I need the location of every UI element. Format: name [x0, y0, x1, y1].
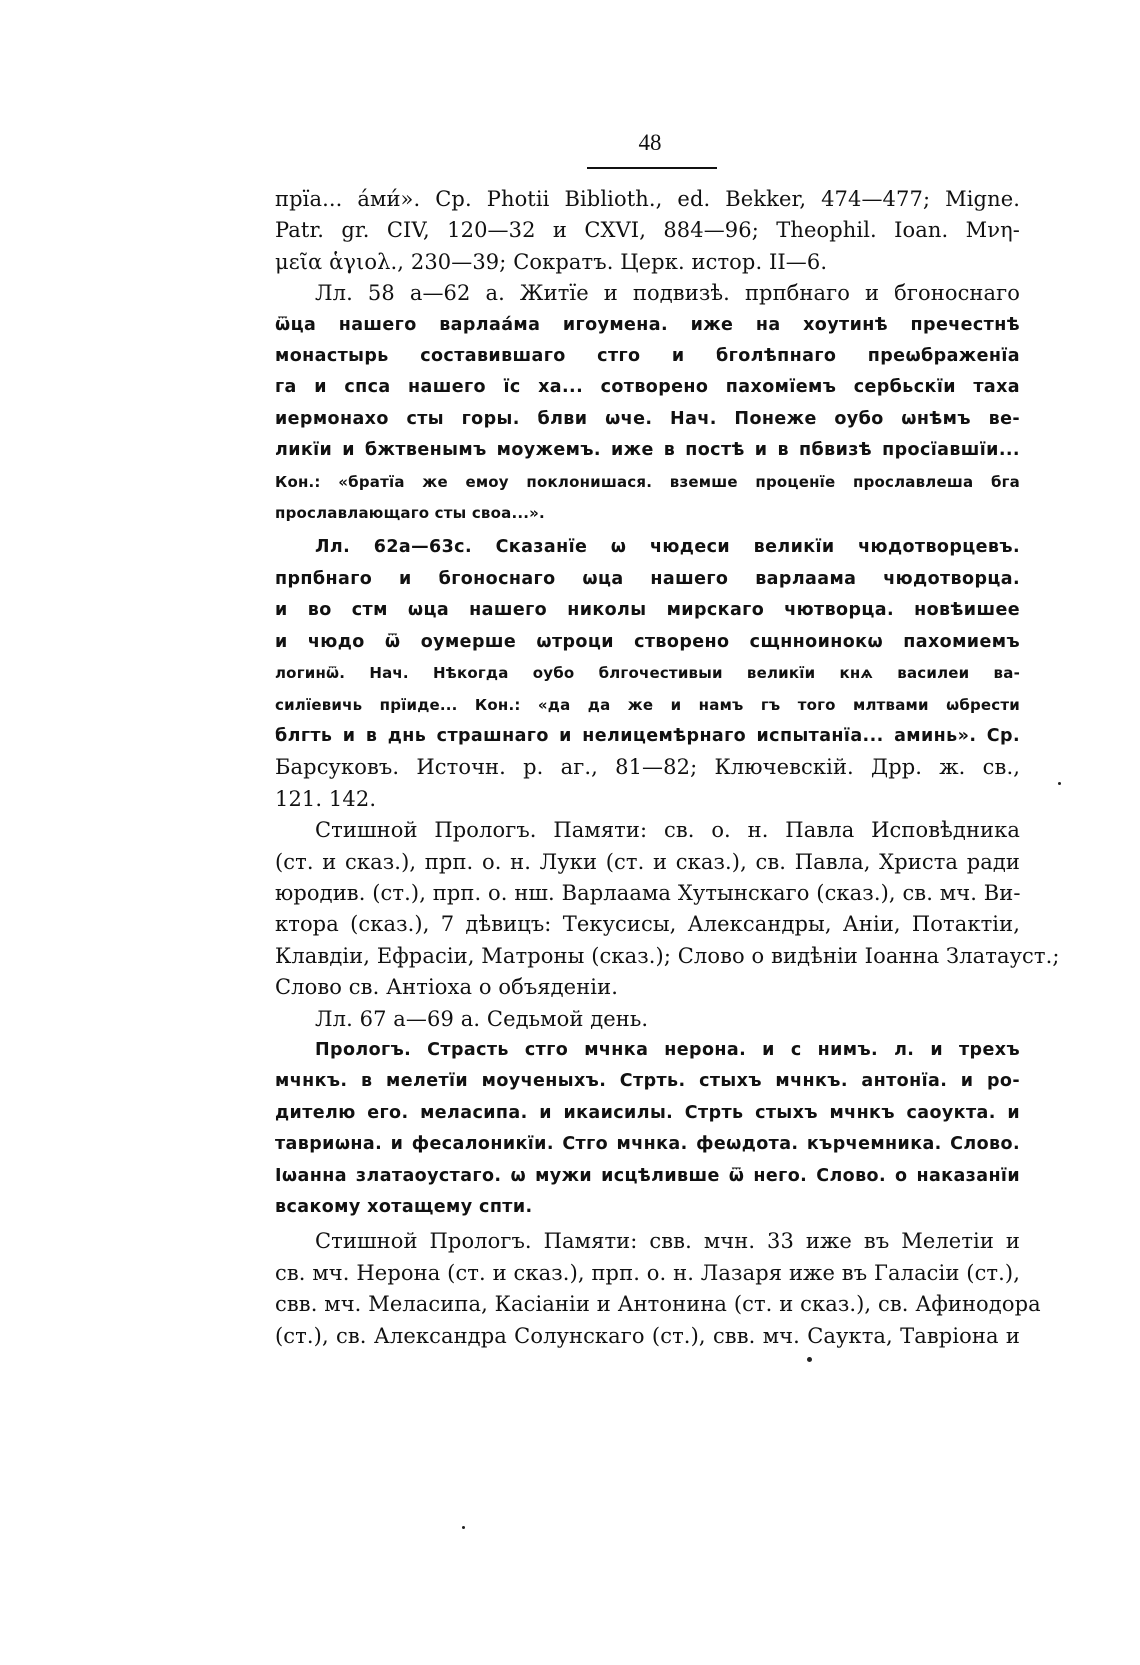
text-line: га и спса нашего їс ха... сотворено пахомїемъ сербьскїи таха: [275, 377, 1020, 398]
text-line: монастырь составившаго стго и бголѣпнаго преѡбраженїа: [275, 346, 1020, 367]
text-line: прославлающаго сты своа...».: [275, 504, 545, 523]
text-line: Стишной Прологъ. Памяти: св. о. н. Павла Исповѣдника: [315, 818, 1020, 843]
scan-speck: [1058, 782, 1061, 785]
text-line: свв. мч. Меласипа, Касіаніи и Антонина (ст. и сказ.), св. Афинодора: [275, 1292, 1041, 1317]
text-line: Patr. gr. CIV, 120—32 и CXVI, 884—96; Theophil. Ioan. Μνη-: [275, 218, 1020, 243]
text-line: прпбнаго и бгоноснаго ѡца нашего варлаама чюдотворца.: [275, 568, 1020, 589]
text-line: и во стм ѡца нашего николы мирскаго чютворца. новѣишее: [275, 600, 1020, 621]
text-line: ѿца нашего варлаа́ма игоумена. иже на хоутинѣ пречестнѣ: [275, 314, 1020, 335]
text-line: 121. 142.: [275, 786, 377, 811]
text-line: Стишной Прологъ. Памяти: свв. мчн. 33 иже въ Мелетіи и: [315, 1229, 1020, 1254]
text-line: Лл. 67 а—69 а. Седьмой день.: [315, 1006, 649, 1031]
text-line: Прологъ. Страсть стго мчнка нерона. и с нимъ. л. и трехъ: [315, 1039, 1020, 1060]
text-line: Слово св. Антіоха о объяденіи.: [275, 975, 618, 1000]
text-line: Лл. 58 а—62 а. Житїе и подвизѣ. прпбнаго и бгоноснаго: [315, 281, 1020, 306]
text-line: Іѡанна златаоустаго. ѡ мужи исцѣливше ѿ него. Слово. о наказанїи: [275, 1165, 1020, 1186]
text-line: иермонахо сты горы. блви ѡче. Нач. Понеже оубо ѡнѣмъ ве-: [275, 408, 1020, 429]
text-line: Клавдіи, Ефрасіи, Матроны (сказ.); Слово о видѣніи Іоанна Златауст.;: [275, 943, 1060, 968]
text-line: юродив. (ст.), прп. о. нш. Варлаама Хутынскаго (сказ.), св. мч. Ви-: [275, 880, 1021, 905]
text-line: тавриѡна. и фесалоникїи. Стго мчнка. феѡдота. кърчемника. Слово.: [275, 1134, 1020, 1155]
text-line: ликїи и бжтвенымъ моужемъ. иже в постѣ и в пбвизѣ просїавшїи...: [275, 440, 1020, 461]
text-line: (ст.), св. Александра Солунскаго (ст.), свв. мч. Саукта, Тавріона и: [275, 1323, 1020, 1348]
text-line: св. мч. Нерона (ст. и сказ.), прп. о. н. Лазаря иже въ Галасіи (ст.),: [275, 1260, 1020, 1285]
page-body: [275, 184, 1060, 1352]
scan-speck: [462, 1526, 465, 1529]
text-line: мчнкъ. в мелетїи моученыхъ. Стрть. стыхъ мчнкъ. антонїа. и ро-: [275, 1071, 1020, 1092]
page-number-rule: [587, 167, 717, 169]
text-line: и чюдо ѿ оумерше ѡтроци створено сщнноинокѡ пахомиемъ: [275, 631, 1020, 652]
text-line: всакому хотащему спти.: [275, 1197, 533, 1217]
scan-speck: [807, 1357, 812, 1362]
text-line: силїевичь прїиде... Кон.: «да да же и намъ гъ того млтвами ѡбрести: [275, 695, 1020, 714]
text-line: μεῖα ἁγιολ., 230—39; Сократъ. Церк. истор. II—6.: [275, 249, 828, 274]
page-number: 48: [638, 130, 662, 155]
text-line: дителю его. меласипа. и икаисилы. Стрть стыхъ мчнкъ саоукта. и: [275, 1102, 1020, 1123]
text-line: (ст. и сказ.), прп. о. н. Луки (ст. и сказ.), св. Павла, Христа ради: [275, 849, 1020, 874]
text-line: Барсуковъ. Источн. р. аг., 81—82; Ключевскій. Дрр. ж. св.,: [275, 755, 1020, 780]
text-line: логинѿ. Нач. Нѣкогда оубо блгочестивыи великїи кнѧ василеи ва-: [275, 664, 1020, 683]
text-line: Лл. 62а—63с. Сказанїе ѡ чюдеси великїи чюдотворцевъ.: [315, 537, 1020, 558]
text-line: прїа... а́ми́». Ср. Photii Biblioth., ed. Bekker, 474—477; Migne.: [275, 187, 1020, 211]
text-line: блгть и в днь страшнаго и нелицемѣрнаго испытанїа... аминь». Ср.: [275, 725, 1020, 746]
text-line: Кон.: «братїа же емоу поклонишася. вземше проценїе прославлеша бга: [275, 472, 1020, 491]
text-line: ктора (сказ.), 7 дѣвицъ: Текусисы, Александры, Аніи, Потактіи,: [275, 912, 1020, 937]
